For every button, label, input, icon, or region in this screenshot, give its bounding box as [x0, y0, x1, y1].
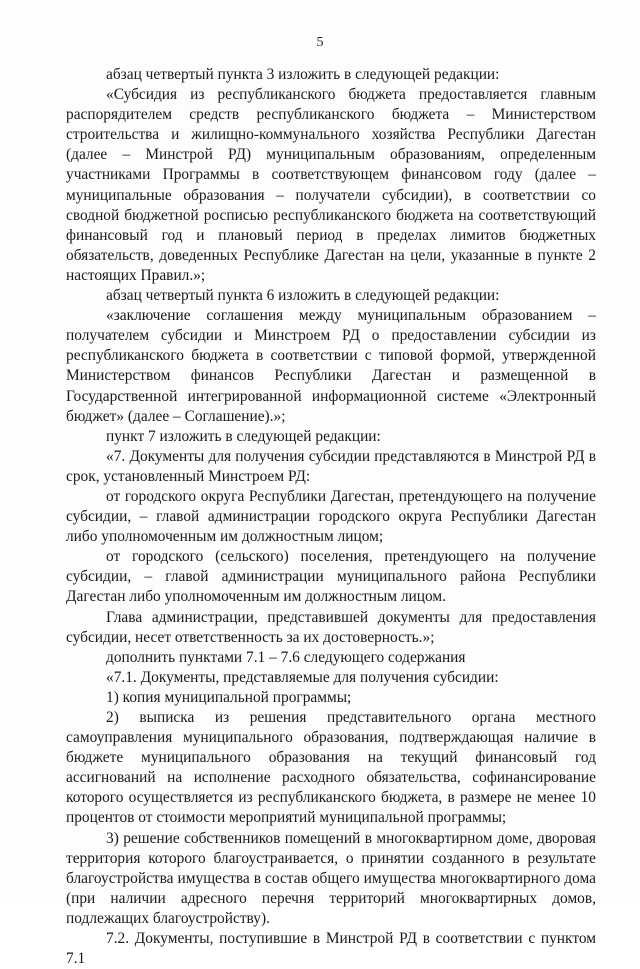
paragraph: «7. Документы для получения субсидии представляются в Минстрой РД в срок, установленный Минстроем РД:: [66, 447, 596, 485]
page-number: 5: [316, 35, 324, 50]
paragraph: 7.2. Документы, поступившие в Минстрой РД в соответствии с пунктом 7.1: [66, 930, 596, 968]
paragraph: «7.1. Документы, представляемые для получения субсидии:: [106, 668, 499, 686]
paragraph: Глава администрации, представившей документы для предоставления субсидии, несет ответственность за их достоверность.»;: [66, 608, 596, 646]
paragraph: дополнить пунктами 7.1 – 7.6 следующего содержания: [106, 648, 466, 666]
paragraph: 1) копия муниципальной программы;: [106, 688, 352, 706]
paragraph: 2) выписка из решения представительного органа местного самоуправления муниципального образования, подтверждающая наличие в бюджете муниципального образования на текущий финансовый год ассигнований на исполнение расходного обязательства, софинансирование которого осуществляется из республиканского бюджета, в размере не менее 10 процентов от стоимости мероприятий муниципальной программы;: [66, 709, 596, 827]
paragraph: абзац четвертый пункта 3 изложить в следующей редакции:: [106, 66, 500, 83]
paragraph: «Субсидия из республиканского бюджета предоставляется главным распорядителем средств республиканского бюджета – Министерством строительства и жилищно-коммунального хозяйства Республики Дагестан (далее – Минстрой РД) муниципальным образованиям, определенным участниками Программы в соответствующем финансовом году (далее – муниципальные образования – получатели субсидии), в соответствии со сводной бюджетной росписью республиканского бюджета на соответствующий финансовый год и плановый период в пределах лимитов бюджетных обязательств, доведенных Республике Дагестан на цели, указанные в пункте 2 настоящих Правил.»;: [66, 86, 596, 284]
paragraph: «заключение соглашения между муниципальным образованием – получателем субсидии и Минстроем РД о предоставлении субсидии из республиканского бюджета в соответствии с типовой формой, утвержденной Министерством финансов Республики Дагестан и размещенной в Государственной интегрированной информационной системе «Электронный бюджет» (далее – Соглашение).»;: [66, 307, 596, 425]
paragraph: 3) решение собственников помещений в многоквартирном доме, дворовая территория которого благоустраивается, о принятии созданного в результате благоустройства имущества в состав общего имущества многоквартирного дома (при наличии адресного перечня территорий многоквартирных домов, подлежащих благоустройству).: [66, 829, 596, 927]
paragraph: от городского (сельского) поселения, претендующего на получение субсидии, – главой администрации муниципального района Республики Дагестан либо уполномоченным им должностным лицом.: [66, 548, 596, 606]
paragraph: пункт 7 изложить в следующей редакции:: [106, 427, 381, 445]
document-body: [66, 65, 596, 969]
paragraph: от городского округа Республики Дагестан, претендующего на получение субсидии, – главой администрации городского округа Республики Дагестан либо уполномоченным им должностным лицом;: [66, 487, 596, 546]
paragraph: абзац четвертый пункта 6 изложить в следующей редакции:: [106, 287, 500, 305]
